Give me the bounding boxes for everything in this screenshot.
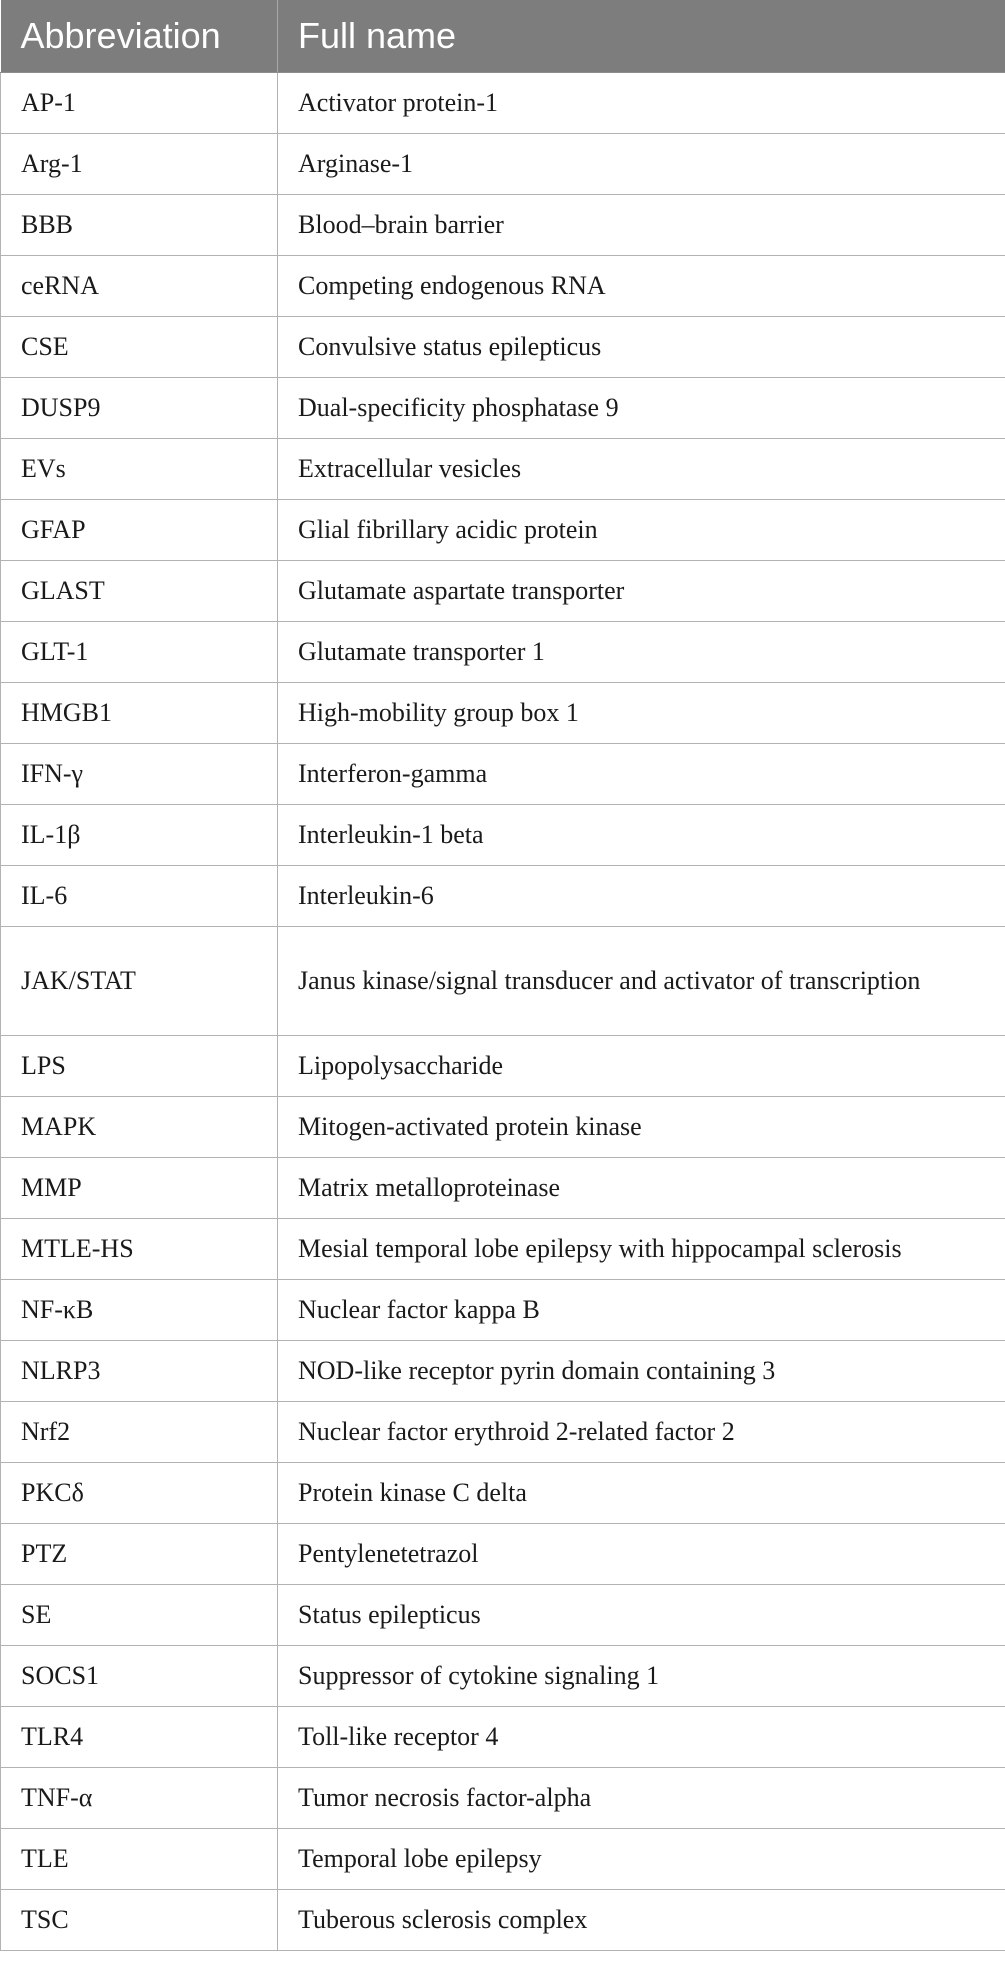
full-name-cell: Pentylenetetrazol [278, 1524, 1005, 1585]
table-row [1, 1585, 1005, 1646]
abbreviation-cell: JAK/STAT [1, 927, 278, 1036]
table-row [1, 1463, 1005, 1524]
table-row [1, 1158, 1005, 1219]
table-row [1, 805, 1005, 866]
abbreviation-cell: SOCS1 [1, 1646, 278, 1707]
abbreviation-cell: TSC [1, 1890, 278, 1951]
full-name-cell: Temporal lobe epilepsy [278, 1829, 1005, 1890]
table-row [1, 1036, 1005, 1097]
full-name-cell: Mesial temporal lobe epilepsy with hippocampal sclerosis [278, 1219, 1005, 1280]
table-row [1, 927, 1005, 1036]
full-name-cell: Protein kinase C delta [278, 1463, 1005, 1524]
table-row [1, 744, 1005, 805]
table-row [1, 256, 1005, 317]
full-name-cell: Arginase-1 [278, 134, 1005, 195]
header-abbreviation: Abbreviation [1, 0, 278, 73]
table-header [1, 0, 1005, 73]
table-body [1, 73, 1005, 1951]
abbreviation-cell: MMP [1, 1158, 278, 1219]
full-name-cell: Activator protein-1 [278, 73, 1005, 134]
abbreviation-cell: ceRNA [1, 256, 278, 317]
table-row [1, 1524, 1005, 1585]
full-name-cell: Competing endogenous RNA [278, 256, 1005, 317]
full-name-cell: Tumor necrosis factor-alpha [278, 1768, 1005, 1829]
full-name-cell: Nuclear factor erythroid 2-related factor 2 [278, 1402, 1005, 1463]
full-name-cell: Tuberous sclerosis complex [278, 1890, 1005, 1951]
abbreviation-cell: DUSP9 [1, 378, 278, 439]
table-row [1, 134, 1005, 195]
table-row [1, 561, 1005, 622]
abbreviation-cell: LPS [1, 1036, 278, 1097]
table-row [1, 378, 1005, 439]
full-name-cell: Nuclear factor kappa B [278, 1280, 1005, 1341]
abbreviation-cell: AP-1 [1, 73, 278, 134]
full-name-cell: High-mobility group box 1 [278, 683, 1005, 744]
table-row [1, 622, 1005, 683]
full-name-cell: Janus kinase/signal transducer and activator of transcription [278, 927, 1005, 1036]
table-row [1, 1219, 1005, 1280]
table-row [1, 195, 1005, 256]
full-name-cell: Status epilepticus [278, 1585, 1005, 1646]
table-row [1, 1402, 1005, 1463]
full-name-cell: Interleukin-6 [278, 866, 1005, 927]
abbreviation-cell: Nrf2 [1, 1402, 278, 1463]
header-row [1, 0, 1005, 73]
full-name-cell: Interleukin-1 beta [278, 805, 1005, 866]
abbreviation-cell: GFAP [1, 500, 278, 561]
abbreviation-cell: PKCδ [1, 1463, 278, 1524]
header-full-name: Full name [278, 0, 1005, 73]
table-row [1, 1341, 1005, 1402]
table-row [1, 1707, 1005, 1768]
full-name-cell: NOD-like receptor pyrin domain containing 3 [278, 1341, 1005, 1402]
abbreviation-cell: TLE [1, 1829, 278, 1890]
table-row [1, 866, 1005, 927]
table-row [1, 317, 1005, 378]
full-name-cell: Glutamate transporter 1 [278, 622, 1005, 683]
full-name-cell: Suppressor of cytokine signaling 1 [278, 1646, 1005, 1707]
table-row [1, 1890, 1005, 1951]
abbreviation-cell: TNF-α [1, 1768, 278, 1829]
table-row [1, 1097, 1005, 1158]
table-row [1, 73, 1005, 134]
abbreviation-cell: NLRP3 [1, 1341, 278, 1402]
abbreviation-cell: IL-6 [1, 866, 278, 927]
abbreviation-cell: MTLE-HS [1, 1219, 278, 1280]
full-name-cell: Lipopolysaccharide [278, 1036, 1005, 1097]
abbreviation-cell: IFN-γ [1, 744, 278, 805]
abbreviation-cell: HMGB1 [1, 683, 278, 744]
full-name-cell: Dual-specificity phosphatase 9 [278, 378, 1005, 439]
full-name-cell: Glial fibrillary acidic protein [278, 500, 1005, 561]
abbreviation-cell: GLAST [1, 561, 278, 622]
abbreviation-cell: MAPK [1, 1097, 278, 1158]
full-name-cell: Blood–brain barrier [278, 195, 1005, 256]
table-row [1, 1768, 1005, 1829]
abbreviation-cell: GLT-1 [1, 622, 278, 683]
abbreviation-cell: Arg-1 [1, 134, 278, 195]
table-row [1, 1646, 1005, 1707]
table-row [1, 1280, 1005, 1341]
full-name-cell: Matrix metalloproteinase [278, 1158, 1005, 1219]
abbreviation-cell: EVs [1, 439, 278, 500]
full-name-cell: Mitogen-activated protein kinase [278, 1097, 1005, 1158]
table-row [1, 439, 1005, 500]
abbreviation-cell: IL-1β [1, 805, 278, 866]
full-name-cell: Glutamate aspartate transporter [278, 561, 1005, 622]
abbreviation-cell: TLR4 [1, 1707, 278, 1768]
abbreviation-cell: NF-κB [1, 1280, 278, 1341]
abbreviation-cell: SE [1, 1585, 278, 1646]
abbreviation-cell: BBB [1, 195, 278, 256]
full-name-cell: Toll-like receptor 4 [278, 1707, 1005, 1768]
full-name-cell: Interferon-gamma [278, 744, 1005, 805]
table-row [1, 500, 1005, 561]
full-name-cell: Extracellular vesicles [278, 439, 1005, 500]
abbreviation-cell: CSE [1, 317, 278, 378]
full-name-cell: Convulsive status epilepticus [278, 317, 1005, 378]
table-row [1, 683, 1005, 744]
table-row [1, 1829, 1005, 1890]
abbreviation-cell: PTZ [1, 1524, 278, 1585]
